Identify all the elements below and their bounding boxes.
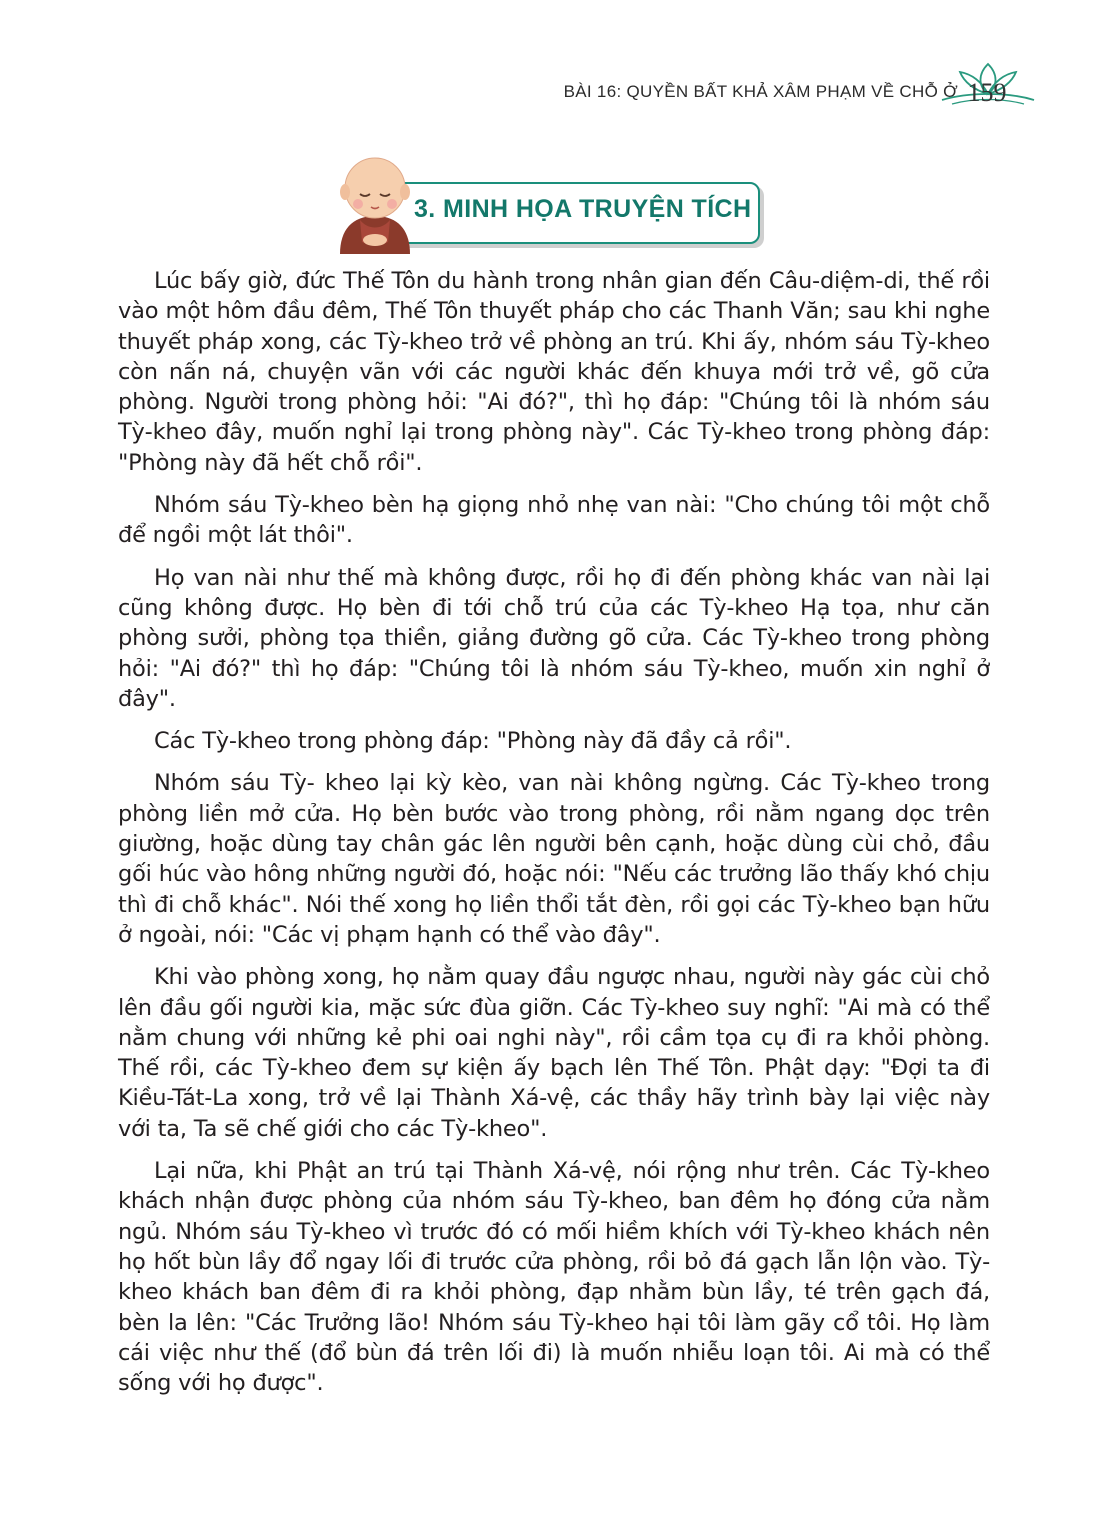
story-body bbox=[118, 266, 990, 1410]
story-paragraph: Lại nữa, khi Phật an trú tại Thành Xá-vệ, nói rộng như trên. Các Tỳ-kheo khách nhận được phòng của nhóm sáu Tỳ-kheo, ban đêm họ đóng cửa nằm ngủ. Nhóm sáu Tỳ-kheo vì trước đó có mối hiềm khích với Tỳ-kheo khách nên họ hốt bùn lầy đổ ngay lối đi trước cửa phòng, rồi bỏ đá gạch lẫn lộn vào. Tỳ-kheo khách ban đêm đi ra khỏi phòng, đạp nhằm bùn lầy, té trên gạch đá, bèn la lên: "Các Trưởng lão! Nhóm sáu Tỳ-kheo hại tôi làm gãy cổ tôi. Họ làm cái việc như thế (đổ bùn đá trên lối đi) là muốn nhiễu loạn tôi. Ai mà có thể sống với họ được". bbox=[118, 1158, 990, 1397]
monk-illustration bbox=[330, 150, 420, 258]
story-paragraph: Khi vào phòng xong, họ nằm quay đầu ngược nhau, người này gác cùi chỏ lên đầu gối người kia, mặc sức đùa giỡn. Các Tỳ-kheo suy nghĩ: "Ai mà có thể nằm chung với những kẻ phi oai nghi này", rồi cầm tọa cụ đi ra khỏi phòng. Thế rồi, các Tỳ-kheo đem sự kiện ấy bạch lên Thế Tôn. Phật dạy: "Đợi ta đi Kiều-Tát-La xong, trở về lại Thành Xá-vệ, các thầy hãy trình bày lại việc này với ta, Ta sẽ chế giới cho các Tỳ-kheo". bbox=[118, 964, 990, 1142]
running-header bbox=[0, 76, 1106, 116]
story-paragraph: Nhóm sáu Tỳ-kheo bèn hạ giọng nhỏ nhẹ van nài: "Cho chúng tôi một chỗ để ngồi một lát thôi". bbox=[118, 492, 990, 549]
section-title: 3. MINH HỌA TRUYỆN TÍCH bbox=[414, 195, 752, 223]
story-paragraph: Nhóm sáu Tỳ- kheo lại kỳ kèo, van nài không ngừng. Các Tỳ-kheo trong phòng liền mở cửa. Họ bèn bước vào trong phòng, rồi nằm ngang dọc trên giường, hoặc dùng tay chân gác lên người bên cạnh, hoặc dùng cùi chỏ, đầu gối húc vào hông những người đó, hoặc nói: "Nếu các trưởng lão thấy khó chịu thì đi chỗ khác". Nói thế xong họ liền thổi tắt đèn, rồi gọi các Tỳ-kheo bạn hữu ở ngoài, nói: "Các vị phạm hạnh có thể vào đây". bbox=[118, 770, 990, 948]
story-paragraph: Họ van nài như thế mà không được, rồi họ đi đến phòng khác van nài lại cũng không được. Họ bèn đi tới chỗ trú của các Tỳ-kheo Hạ tọa, như căn phòng sưởi, phòng tọa thiền, giảng đường gõ cửa. Các Tỳ-kheo trong phòng hỏi: "Ai đó?" thì họ đáp: "Chúng tôi là nhóm sáu Tỳ-kheo, muốn xin nghỉ ở đây". bbox=[118, 564, 990, 712]
chapter-title: BÀI 16: QUYỀN BẤT KHẢ XÂM PHẠM VỀ CHỖ Ở bbox=[563, 82, 958, 101]
story-paragraph: Các Tỳ-kheo trong phòng đáp: "Phòng này đã đầy cả rồi". bbox=[154, 728, 792, 755]
story-paragraph: Lúc bấy giờ, đức Thế Tôn du hành trong nhân gian đến Câu-diệm-di, thế rồi vào một hôm đầu đêm, Thế Tôn thuyết pháp cho các Thanh Văn; sau khi nghe thuyết pháp xong, các Tỳ-kheo trở về phòng an trú. Khi ấy, nhóm sáu Tỳ-kheo còn nấn ná, chuyện vãn với các người khác đến khuya mới trở về, gõ cửa phòng. Người trong phòng hỏi: "Ai đó?", thì họ đáp: "Chúng tôi là nhóm sáu Tỳ-kheo đây, muốn nghỉ lại trong phòng này". Các Tỳ-kheo trong phòng đáp: "Phòng này đã hết chỗ rồi". bbox=[118, 268, 990, 476]
page-number: 159 bbox=[967, 78, 1007, 107]
section-heading bbox=[330, 150, 780, 260]
